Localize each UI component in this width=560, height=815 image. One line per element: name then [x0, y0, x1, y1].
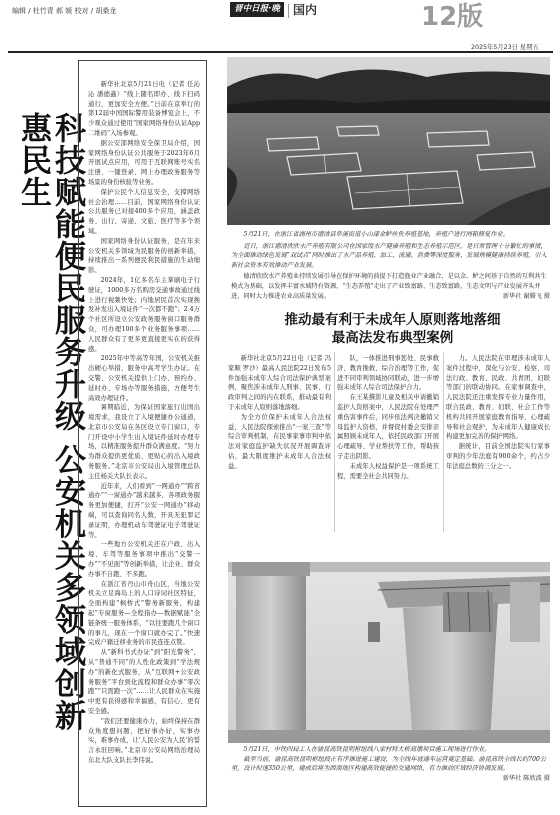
lead-paragraph: 从“新科书式办证”到“阳光警务”，从“普通不同”的人性化政策到“学法规办”的新化式服务，从“互联网+公安政务服务”平台到化流程和群众办事“零次跑”“只需跑一次”……让人民群众在实施中更有获得感和幸福感，有信心、更有安全感。	[88, 649, 200, 715]
page-number: 12版	[421, 2, 484, 32]
lead-paragraph: 2025年中等高等年国，公安机关推出硬心举措，服务中高考学生办证。在交警、公安机关提供上门办、预约办、延时办、专场办等服务措施，方便考生高效办理证件。	[88, 355, 200, 402]
lead-paragraph: 保护公民个人信息安全，支撑网络社会治理……目前，国家网络身份认证公共服务已对接400多个应用，涵盖政务、出行、寄递、文旅、医疗等多个领域。	[88, 188, 200, 235]
lead-headline: 科技赋能便民服务升级 公安机关多领域创新惠民生	[15, 112, 85, 732]
lead-paragraph: 一些地方公安机关还在户政、出入境、车驾等服务事项中推出“交警一办”“不见面”等创新举措，让企业、群众办事不自跑、不多跑。	[88, 541, 200, 578]
title-line-2: 最高法发布典型案例	[331, 330, 454, 346]
bottom-photo-caption	[231, 745, 550, 783]
lead-paragraph: 国家网络身份认证服务，是在年来公安机关多领域为民服务的创新举措，持续推出一系列便民利民措施的生动缩影。	[88, 237, 200, 275]
second-article-title	[230, 311, 555, 347]
top-caption-line	[231, 272, 550, 301]
issue-date: 2025年5月23日 星期五	[471, 44, 539, 51]
fish-farm-photo	[227, 57, 550, 225]
second-article-col-3	[446, 354, 550, 531]
editor-credits: 编辑 / 杜竹青 郝 媛 校对 / 胡桑龙	[12, 7, 117, 15]
header-divider	[288, 4, 289, 18]
second-article-col-2	[337, 354, 439, 531]
top-caption-line: 5月21日，在浙江省湖州市德清县阜溪街道小山漾金鲈丝鱼养殖基地，养殖户进行网箱修复作业。	[243, 231, 509, 238]
section-name: 国内	[293, 3, 318, 17]
title-line-1: 推动最有利于未成年人原则落地落细	[284, 312, 501, 328]
article-paragraph: 为全方位保护未成年人合法权益，人民法院探索推出“一案三查”等综合审判机制，在民事家事审判中依法对家庭监护缺失状况开展调查评估，最大限度维护未成年人合法权益。	[228, 413, 331, 470]
top-caption-text: 德清欣欣水产养殖业持续发展引导在保护环境的前提下打造渔业产业融合，是以金、鲈之间基于自然的互利共生模式为基础，以发挥丰富水域特有资源，“生态养殖”走出了产业致富路、生态致富路，生态文明与产业发展齐头并进，同时大力推进农业高质量发展。	[231, 273, 547, 300]
article-paragraph: 队，一体推进刑事惩处、民事救济、教育挽救、综合治理等工作，促进不同审判领域协同联动，进一步增强未成年人综合司法保护合力。	[337, 355, 439, 392]
column-divider	[334, 352, 335, 532]
newspaper-logo: 晋中日报·晚报版	[230, 2, 284, 17]
lead-paragraph: 暑期临近，为保证国家旅行出国出境需求，我设立了入境便捷办公通道，北京市公安局在各区设立专门窗口，专门开设中小学生出入境证件延时办理专场，以精准服务提升群众满意度。“努力为群众提供更优质、更贴心的出入境政务服务。”北京市公安局出入境管理总队主任杨关大队长表示。	[88, 404, 200, 480]
lead-paragraph: 新华社北京5月21日电（记者 任沁沁 潘德鑫）“线上随名即办、线下扫码通行，更加安全方便。”日前在京举行的第12届中国国际警用装备博览会上，不少观众通过使用“国家网络身份认证App二维码”入场参观。	[88, 81, 200, 137]
lead-article-body	[88, 80, 200, 802]
bridge-construction-photo	[228, 562, 550, 743]
article-paragraph: 新华社北京5月22日电（记者 冯家顺 罗沙）最高人民法院22日发布5件加强未成年人综合司法保护典型案例，聚焦涉未成年人刑事、民事、行政审判之间的内在联系，推动最有利于未成年人原则落地落细。	[228, 355, 331, 411]
second-article-col-1	[228, 354, 331, 531]
article-paragraph: 在王某撰影儿童及相关申请撤销监护人资格案中，人民法院在处理严重伤害事件后，同步依法判决撤销父母监护人资格，并督促村委会安排亲属照顾未成年人，依托民政部门开展心理疏导、学业帮扶等工作，帮助孩子走出阴影。	[337, 394, 439, 460]
photo-byline: 新华社 陈欣波 摄	[502, 774, 550, 782]
top-caption-line: 近日，浙江德清欣欣水产养殖有限公司在国家级水产健康养殖和生态养殖示范区，是日常管理十分繁忙的事情，为全面推动绿色发展“双试点”同时推出了水产品养殖、加工、流通、消费等深度服务，发展规模健康持续养殖，引入新社会资本有效推动产业发展。	[231, 242, 547, 269]
lead-paragraph: 在浙江省丹山市舟山区，当地公安机关立足海岛上的人口诗词社区特征，全面构建“枫桥式”警务新服务，构建起“专窗服务—全程指办—数据赋能”全链条统一服务体系，“以往要跑几个窗口的事儿，现在一个窗口就办完了。”快速完成户籍迁移业务的市民连连点赞。	[88, 580, 200, 647]
lead-paragraph: 据公安部网络安全保卫局介绍，国家网络身份认证公共服务于2023年6月开展试点应用，可用于互联网账号实名注册、一键登录、网上办理政务服务等场景的身份核验等业务。	[88, 139, 200, 186]
lead-paragraph: 近年来，人们看到“一网通办”“跨省通办”“一窗通办”越来越多，各项政务服务更加便捷，打开“公安一网通办”移动端，可以查询同名人数，开具无犯罪记录证明，办理机动车驾驶证电子驾驶证等。	[88, 482, 200, 539]
photo-byline: 新华社 谢腾飞 摄	[502, 292, 550, 300]
top-photo-caption	[231, 230, 550, 303]
bottom-caption-text: 截至当前，渝昆高铁昆明枢纽段正有序推进施工建设，为全线年底通车运营奠定基础。渝昆高铁全线长约700公里，设计时速350公里，建成后将为西南地区构建高效便捷的交通网络，有力推动区域经济协调发展。	[231, 755, 547, 773]
lead-paragraph: “我们还要健康办力，始终保持在群众角度想问题，把好事办好、实事办实，难事办成，让‘人民公安为人民’的誓言永驻回响。”北京市公安局网络治理局东北大队支队长李伟说。	[88, 717, 200, 764]
bottom-caption-line	[231, 755, 550, 782]
article-paragraph: 据统计，目前全国法院实行家事审判的少年法庭有900余个，约占少年法庭总数的三分之一。	[446, 443, 550, 470]
bottom-caption-line: 5月21日，中铁四局工人在渝昆高铁昆明枢纽线八家村特大桥高墩项目施工现场进行作业。	[243, 746, 491, 753]
lead-paragraph: 2024年，1亿多名车主掌刷电子行驶证，1000多万名购房交通事故通过线上进行视频快处；内地居民首次实现换发补发出入境证件“一次都不跑”；2.4万个社区所设立公安政务服务窗口服务群众，可办理100多个业务服务事项……人民群众有了更多更直接更实在的获得感。	[88, 276, 200, 353]
header-rule	[8, 51, 553, 53]
article-paragraph: 力。人民法院在审理涉未成年人案件过程中，深化与公安、检察、司法行政、教育、民政、共青团、妇联等部门的联动协同。在家事调查中，人民法院还注重发挥专业力量作用，联合民政、教育、妇联、社会工作等机构共同开展家庭教育指导、心理疏导和社会观护，为未成年人健康成长构建更加完善的保护网络。	[446, 355, 550, 441]
article-paragraph: 未成年人权益保护是一项系统工程，需要全社会共同努力。	[337, 462, 439, 480]
column-divider	[443, 352, 444, 532]
